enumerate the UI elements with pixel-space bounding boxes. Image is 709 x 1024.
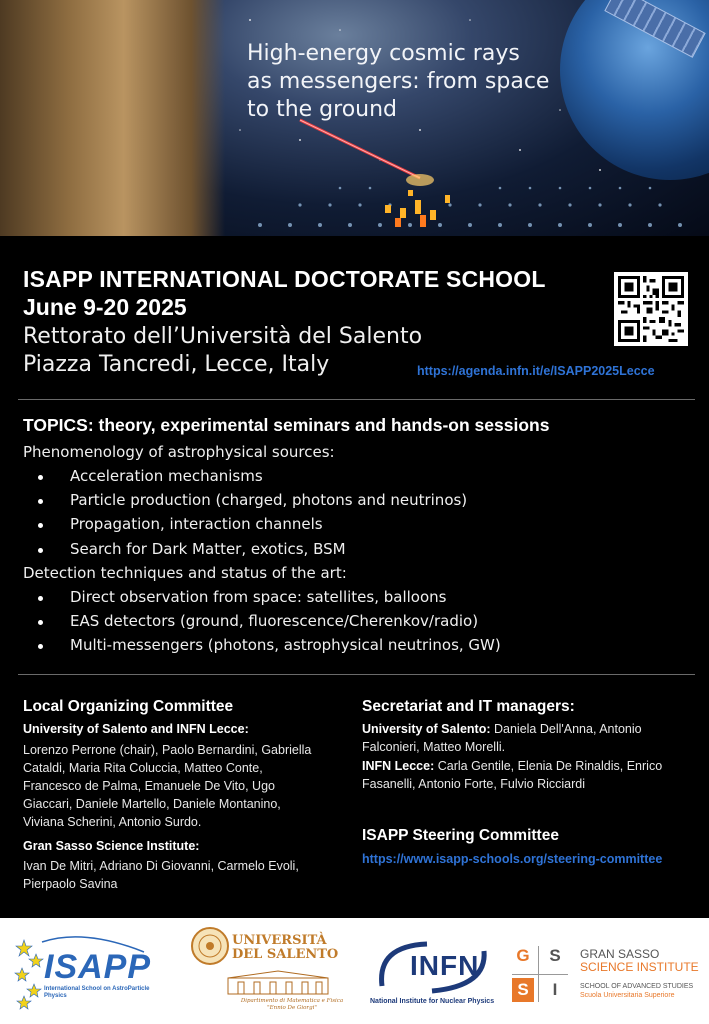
bullet-icon [38,548,43,553]
bullet-icon [38,644,43,649]
venue-line-1: Rettorato dell’Università del Salento [23,324,423,349]
topics-title: TOPICS: theory, experimental seminars and hands-on sessions [23,415,550,435]
gssi-letter: S [512,978,534,1002]
gssi-horizontal-rule [512,974,568,975]
divider [18,399,695,400]
hero-banner [0,0,709,236]
footer-logos [0,918,709,1024]
steering-committee-title: ISAPP Steering Committee [362,827,559,844]
topics-group-detection: Detection techniques and status of the art: [23,564,347,582]
topics-group-phenomenology: Phenomenology of astrophysical sources: [23,443,335,461]
gssi-name: GRAN SASSO SCIENCE INSTITUTE [580,947,699,974]
local-committee-gssi-title: Gran Sasso Science Institute: [23,839,200,853]
isapp-tagline: International School on AstroParticle Physics [44,986,150,999]
secretariat-unisal: University of Salento: Daniela Dell'Anna, Antonio Falconieri, Matteo Morelli. [362,722,642,754]
local-committee-gssi-members: Ivan De Mitri, Adriano Di Giovanni, Carmelo Evoli, Pierpaolo Savina [23,859,299,891]
unisalento-name: UNIVERSITÀ DEL SALENTO [232,933,339,962]
hero-title: High-energy cosmic rays as messengers: from space to the ground [247,41,550,122]
secretariat-infn: INFN Lecce: Carla Gentile, Elenia De Rinaldis, Enrico Fasanelli, Antonio Forte, Fulvio Ricciardi [362,759,663,791]
venue-line-2: Piazza Tancredi, Lecce, Italy [23,352,330,377]
local-committee-members: Lorenzo Perrone (chair), Paolo Bernardini, Gabriella Cataldi, Maria Rita Coluccia, Matteo Conte, Francesco de Palma, Emanuele De Vito, Ugo Giaccari, Daniele Martello, Daniele Montanino, Viviana Scherini, Antonio Surdo. [23,743,312,829]
qr-code-icon [618,276,684,342]
divider [18,674,695,675]
local-committee-unisal-infn-title: University of Salento and INFN Lecce: [23,722,249,736]
unisalento-seal-icon [190,926,230,966]
agenda-link[interactable]: https://agenda.infn.it/e/ISAPP2025Lecce [417,364,655,378]
infn-logo: INFN [410,950,480,981]
gssi-letter: S [549,946,561,965]
isapp-logo: ISAPP [44,948,152,986]
bullet-icon [38,475,43,480]
bullet-icon [38,620,43,625]
unisalento-department: Dipartimento di Matematica e Fisica "Ennio De Giorgi" [240,998,344,1011]
school-title: ISAPP INTERNATIONAL DOCTORATE SCHOOL [23,266,546,292]
gssi-letter: I [552,980,558,999]
infn-tagline: National Institute for Nuclear Physics [370,998,495,1005]
bullet-icon [38,596,43,601]
bullet-icon [38,523,43,528]
qr-code[interactable] [614,272,688,346]
bullet-icon [38,499,43,504]
department-building-icon [218,970,338,996]
gssi-subtitle: SCHOOL OF ADVANCED STUDIES Scuola Universitaria Superiore [580,983,694,999]
steering-committee-link[interactable]: https://www.isapp-schools.org/steering-committee [362,852,663,866]
lecce-baroque-building-image [0,0,225,236]
secretariat-title: Secretariat and IT managers: [362,698,575,715]
local-committee-title: Local Organizing Committee [23,698,234,715]
school-dates: June 9-20 2025 [23,294,187,320]
gssi-letter: G [516,946,530,965]
